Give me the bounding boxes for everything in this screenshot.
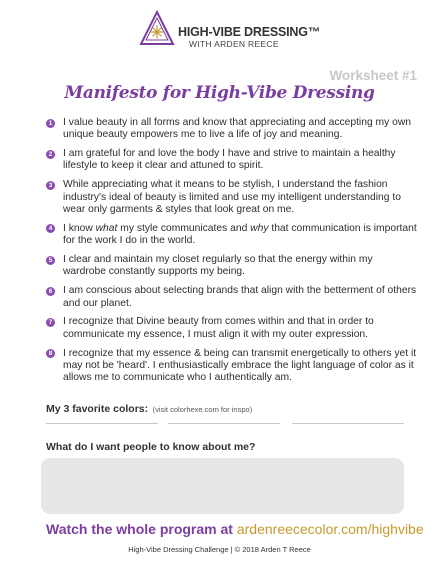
item-text: I value beauty in all forms and know that appreciating and accepting my own unique beauty empowers me to live a life of joy and meaning. [63,117,412,141]
answer-field[interactable] [41,458,404,514]
item-text: I am conscious about selecting brands that align with the betterment of others and our planet. [63,285,417,309]
list-item [46,223,418,248]
list-item [46,348,418,385]
brand-title: HIGH-VIBE DRESSING™ [178,25,321,39]
question-label: What do I want people to know about me? [46,441,256,453]
favorite-colors-label [46,399,252,417]
list-item [46,179,418,216]
emphasis-what: what [95,222,118,234]
number-badge: 3 [46,181,55,190]
number-badge: 5 [46,256,55,265]
manifesto-list [46,117,418,391]
number-badge: 4 [46,224,55,233]
triangle-star-logo-icon [139,10,175,48]
color-entry-line[interactable] [292,423,404,424]
item-text: I clear and maintain my closet regularly so that the energy within my wardrobe constantly supports my being. [63,254,373,278]
emphasis-why: why [250,222,269,234]
color-entry-line[interactable] [46,423,158,424]
item-text: I recognize that my essence & being can transmit energetically to others yet it may not be 'heard'. I enthusiastically embrace the light language of color as it allows me to communicate who I authentically am. [63,347,417,384]
number-badge: 2 [46,150,55,159]
list-item [46,316,418,341]
brand-subtitle: WITH ARDEN REECE [189,39,279,49]
favorite-colors-heading: My 3 favorite colors: [46,403,149,415]
favorite-colors-hint: (visit colorhexe.com for inspo) [152,405,253,414]
item-text: I am grateful for and love the body I have and strive to maintain a healthy lifestyle to keep it clear and attuned to spirit. [63,148,396,172]
footer-copyright: High-Vibe Dressing Challenge | © 2018 Arden T Reece [128,545,311,554]
call-to-action [46,521,424,537]
number-badge: 1 [46,119,55,128]
list-item [46,254,418,279]
list-item [46,148,418,173]
list-item [46,285,418,310]
number-badge: 8 [46,349,55,358]
item-text: I recognize that Divine beauty from comes within and that in order to communicate my essence, I must align it with my outer expression. [63,316,374,340]
page-title: Manifesto for High-Vibe Dressing [64,83,375,103]
worksheet-label: Worksheet #1 [329,68,417,83]
item-text: I know what my style communicates and why that communication is important for the work I do in the world. [63,222,417,247]
cta-lead-text: Watch the whole program at [46,521,237,537]
program-link[interactable]: ardenreececolor.com/highvibe [236,521,424,537]
number-badge: 7 [46,318,55,327]
list-item [46,117,418,142]
number-badge: 6 [46,287,55,296]
color-entry-line[interactable] [168,423,280,424]
item-text: While appreciating what it means to be stylish, I understand the fashion industry's ideal of beauty is limited and use my intelligent understanding to wear only garments & styles that look great on me. [63,179,401,215]
